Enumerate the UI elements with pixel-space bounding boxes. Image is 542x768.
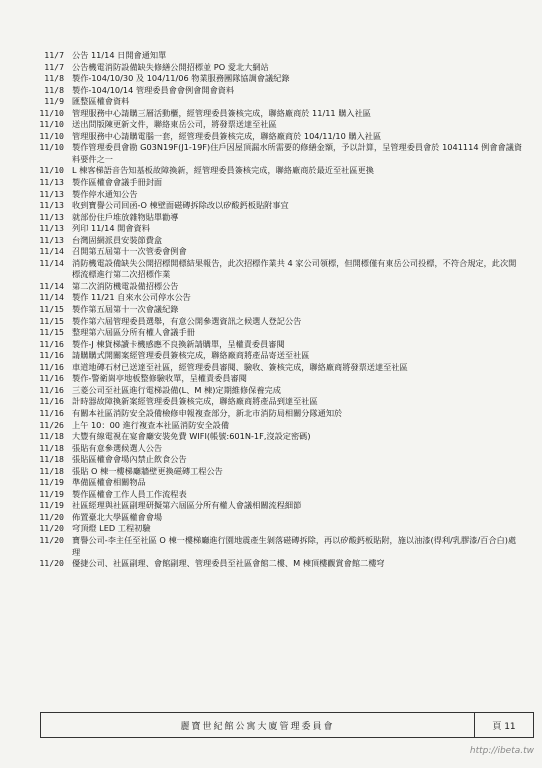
log-entry-date: 11/16: [39, 350, 64, 361]
log-entry: [20, 212, 526, 224]
log-entry: [20, 327, 526, 339]
log-entry-date: 11/20: [39, 523, 64, 534]
log-entry-text: 匯整區權會資料: [72, 96, 130, 107]
log-entry-date: 11/8: [44, 84, 64, 95]
log-entry-text: 計時器故障換新案經管理委員簽核完成，聯絡廠商將產品到達至社區: [72, 396, 318, 407]
log-entry-date: 11/18: [39, 454, 64, 465]
log-entry-text: 上午 10：00 進行複查本社區消防安全設備: [72, 419, 230, 430]
log-entry: [20, 512, 526, 524]
log-entry: [20, 558, 526, 570]
log-entry-text: 製作第六屆管理委員選舉，有意公開參選資訊之候選人登記公告: [72, 315, 302, 326]
log-entry-text: 第二次消防機電設備招標公告: [72, 280, 179, 291]
log-entry-date: 11/16: [39, 384, 64, 395]
log-entry-text: 社區經理與社區副理研擬第六屆區分所有權人會議相關流程細節: [72, 500, 302, 511]
log-entry-date: 11/13: [39, 223, 64, 234]
log-entry-date: 11/10: [39, 119, 64, 130]
log-entry: [20, 142, 526, 165]
log-entry-date: 11/18: [39, 442, 64, 453]
log-entry-text: 製作-J 棟貨梯讀卡機感應不良換新請購單，呈權責委員審閱: [72, 338, 285, 349]
log-entry-date: 11/7: [44, 61, 64, 72]
log-entry: [20, 477, 526, 489]
log-entry-text: 製作 11/21 自來水公司停水公告: [72, 292, 191, 303]
log-entry-text: 製作第五屆第十一次會議紀錄: [72, 304, 179, 315]
log-entry-text: L 棟客梯語音告知基板故障換新，經管理委員簽核完成，聯絡廠商於最近至社區更換: [72, 165, 374, 176]
log-entry-date: 11/7: [44, 50, 64, 60]
log-entry: [20, 350, 526, 362]
log-entry: [20, 466, 526, 478]
log-entry-date: 11/16: [39, 373, 64, 384]
log-entry: [20, 200, 526, 212]
log-entry-text: 車道地磚石材已送達至社區，經管理委員審閱、驗收、簽核完成，聯絡廠商將發票送達至社區: [72, 361, 408, 372]
log-entry: [20, 443, 526, 455]
log-entry: [20, 489, 526, 501]
log-entry: [20, 281, 526, 293]
log-entry-text: 製作停水通知公告: [72, 188, 138, 199]
log-entry-text: 公告 11/14 日開會通知單: [72, 50, 167, 60]
log-entry: [20, 96, 526, 108]
activity-log-list: [20, 50, 526, 570]
footer-organization-name: 麗寶世紀館公寓大廈管理委員會: [180, 721, 335, 732]
log-entry: [20, 339, 526, 351]
log-entry-date: 11/18: [39, 431, 64, 442]
log-entry: [20, 62, 526, 74]
log-entry-text: 管理服務中心請購三層活動櫃，經管理委員簽核完成，聯絡廠商於 11/11 購入社區: [72, 107, 371, 118]
log-entry: [20, 420, 526, 432]
log-entry-text: 台灣固網派員安裝節費盒: [72, 234, 163, 245]
log-entry: [20, 50, 526, 62]
log-entry-text: 送出問版陳更新文件，聯絡東岳公司，將發票送達至社區: [72, 119, 277, 130]
log-entry-text: 召開第五屆第十一次管委會例會: [72, 246, 187, 257]
log-entry-text: 消防機電設備缺失公開招標開標結果報告，此次招標作業共 4 家公司領標，但開標僅有東岳公司投標，不符合規定，此次開標流標進行第二次招標作業: [72, 257, 517, 280]
log-entry-text: 製作-104/10/14 管理委員會會例會開會資料: [72, 84, 235, 95]
log-entry-date: 11/26: [39, 419, 64, 430]
log-entry-date: 11/15: [39, 327, 64, 338]
log-entry: [20, 362, 526, 374]
log-entry-text: 製作區權會工作人員工作流程表: [72, 488, 187, 499]
log-entry-text: 準備區權會相關物品: [72, 477, 146, 488]
log-entry: [20, 189, 526, 201]
log-entry-text: 製作區權會會議手冊封面: [72, 177, 163, 188]
log-entry-date: 11/20: [39, 534, 64, 545]
log-entry: [20, 431, 526, 443]
log-entry-date: 11/20: [39, 558, 64, 569]
log-entry-text: 穹頂燈 LED 工程初驗: [72, 523, 151, 534]
log-entry-date: 11/20: [39, 511, 64, 522]
log-entry-text: 製作管理委員會勘 G03N19F(J1-19F)住戶因屋頂漏水所需要的修繕金額，予以計算，呈管理委員會於 1041114 例會會議資料要件之一: [72, 142, 523, 164]
log-entry-date: 11/13: [39, 200, 64, 211]
log-entry: [20, 131, 526, 143]
log-entry-text: 大豐有線電視在宴會廳安裝免費 WIFI(帳號:601N-1F,沒設定密碼): [72, 431, 311, 442]
log-entry: [20, 373, 526, 385]
log-entry: [20, 165, 526, 177]
log-entry: [20, 292, 526, 304]
log-entry-date: 11/14: [39, 292, 64, 303]
log-entry-date: 11/19: [39, 488, 64, 499]
footer-page-number: 頁 11: [474, 713, 533, 737]
log-entry-date: 11/13: [39, 177, 64, 188]
log-entry-date: 11/16: [39, 396, 64, 407]
log-entry-date: 11/16: [39, 338, 64, 349]
log-entry-text: 寶譽公司-李主任至社區 O 棟一樓梯廳進行園地震產生剝落磁磚拆除，再以矽酸鈣板貼附，施以油漆(得利/乳膠漆/百合白)處理: [72, 534, 517, 557]
log-entry-text: 整理第六屆區分所有權人會議手冊: [72, 327, 195, 338]
log-entry-date: 11/15: [39, 315, 64, 326]
log-entry-date: 11/8: [44, 73, 64, 84]
log-entry: [20, 316, 526, 328]
log-entry-date: 11/14: [39, 257, 64, 268]
log-entry: [20, 454, 526, 466]
log-entry-date: 11/13: [39, 211, 64, 222]
log-entry: [20, 246, 526, 258]
log-entry: [20, 258, 526, 281]
log-entry-text: 張貼區權會會場內禁止飲食公告: [72, 454, 187, 465]
log-entry-text: 列印 11/14 開會資料: [72, 223, 150, 234]
log-entry-text: 優捷公司、社區副理、會館副理、管理委員至社區會館二樓、M 棟頂樓觀賞會館二樓穹: [72, 558, 385, 569]
log-entry-text: 管理服務中心請購電腦一套，經管理委員簽核完成，聯絡廠商於 104/11/10 購入社區: [72, 130, 382, 141]
log-entry: [20, 304, 526, 316]
watermark-url: http://ibeta.tw: [469, 746, 534, 756]
log-entry: [20, 108, 526, 120]
log-entry-date: 11/19: [39, 477, 64, 488]
log-entry-text: 有關本社區消防安全設備檢修申報複查部分，新北市消防局相關分隊通知於: [72, 407, 343, 418]
log-entry-text: 張貼 O 棟一樓梯廳牆壁更換磁磚工程公告: [72, 465, 223, 476]
log-entry: [20, 385, 526, 397]
log-entry: [20, 535, 526, 558]
log-entry: [20, 523, 526, 535]
log-entry-text: 三菱公司至社區進行電梯設備(L、M 棟)定期維修保養完成: [72, 384, 281, 395]
log-entry: [20, 396, 526, 408]
log-entry-date: 11/14: [39, 280, 64, 291]
log-entry-date: 11/13: [39, 188, 64, 199]
log-entry: [20, 235, 526, 247]
log-entry-date: 11/10: [39, 165, 64, 176]
log-entry: [20, 223, 526, 235]
log-entry-text: 公告機電消防設備缺失修繕公開招標並 PO 愛北大網站: [72, 61, 269, 72]
page-footer: [40, 712, 534, 738]
log-entry-date: 11/14: [39, 246, 64, 257]
log-entry-date: 11/10: [39, 142, 64, 153]
log-entry-date: 11/16: [39, 407, 64, 418]
log-entry: [20, 500, 526, 512]
log-entry: [20, 408, 526, 420]
log-entry-date: 11/16: [39, 361, 64, 372]
log-entry-date: 11/10: [39, 107, 64, 118]
log-entry-text: 就部份住戶堆放雜物貼單勸導: [72, 211, 179, 222]
log-entry-date: 11/19: [39, 500, 64, 511]
log-entry-date: 11/9: [44, 96, 64, 107]
log-entry-text: 製作-警衛崗亭地板整修驗收單，呈權責委員審閱: [72, 373, 247, 384]
log-entry-text: 收到寶譽公司回函-O 棟壁面磁磚拆除改以矽酸鈣板貼附事宜: [72, 200, 289, 211]
log-entry-date: 11/13: [39, 234, 64, 245]
log-entry-text: 製作-104/10/30 及 104/11/06 物業服務團隊協調會議紀錄: [72, 73, 290, 84]
log-entry-date: 11/18: [39, 465, 64, 476]
log-entry-text: 張貼有意參選候選人公告: [72, 442, 163, 453]
log-entry: [20, 177, 526, 189]
log-entry: [20, 119, 526, 131]
log-entry-date: 11/15: [39, 304, 64, 315]
log-entry: [20, 73, 526, 85]
log-entry: [20, 85, 526, 97]
log-entry-text: 請購購式開關案經管理委員簽核完成，聯絡廠商將產品寄送至社區: [72, 350, 310, 361]
log-entry-text: 佈置臺北大學區權會會場: [72, 511, 163, 522]
log-entry-date: 11/10: [39, 130, 64, 141]
